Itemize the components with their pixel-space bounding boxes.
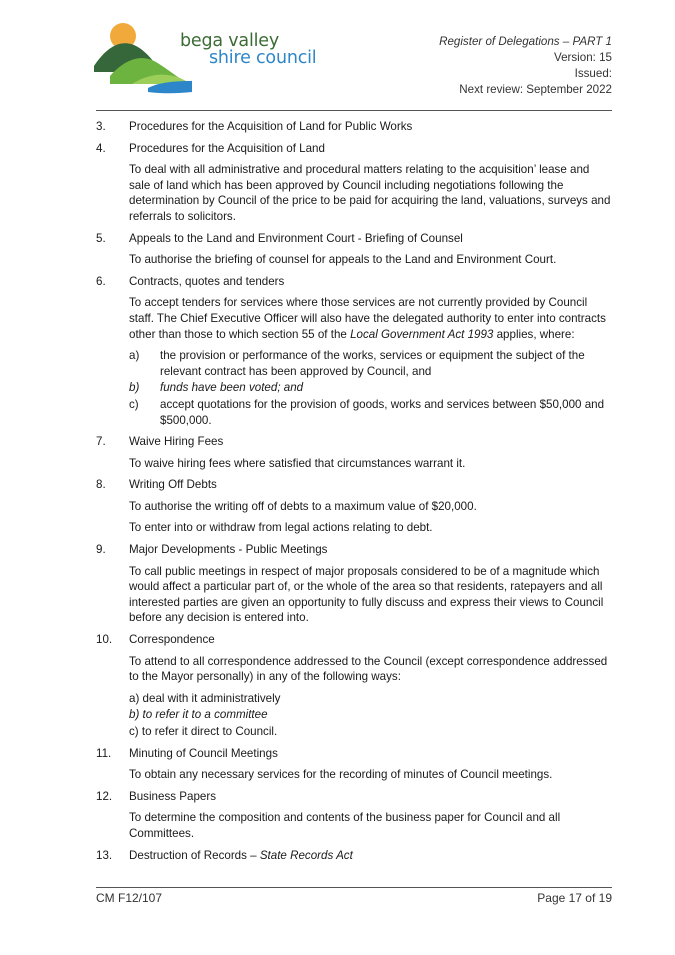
- item-heading: Major Developments - Public Meetings: [129, 543, 328, 557]
- list-item: [96, 746, 612, 783]
- sub-item-label: c): [129, 397, 139, 411]
- sub-item-text: the provision or performance of the works, services or equipment the subject of the relevant contract has been approved by Council, and: [160, 349, 585, 378]
- list-item: [96, 632, 612, 740]
- sub-item: [129, 397, 612, 428]
- item-number: 12.: [96, 789, 113, 803]
- logo-text-line1: bega valley: [180, 31, 279, 51]
- item-description: [129, 295, 612, 342]
- item-description: To determine the composition and contents of the business paper for Council and all Committees.: [129, 811, 561, 840]
- footer-divider: [96, 887, 612, 888]
- document-header-info: [439, 34, 612, 98]
- item-heading: Minuting of Council Meetings: [129, 746, 278, 760]
- document-title: Register of Delegations – PART 1: [439, 35, 612, 48]
- item-heading: Contracts, quotes and tenders: [129, 274, 285, 288]
- sub-item-label: a): [129, 691, 140, 705]
- description-text: To accept tenders for services where those services are not currently provided by Council staff. The Chief Executive Officer will also have the delegated authority to enter into contracts other than those to which section 55 of the: [129, 296, 606, 341]
- sub-list: [129, 691, 612, 740]
- list-item: [96, 477, 612, 536]
- item-description: To authorise the briefing of counsel for appeals to the Land and Environment Court.: [129, 253, 557, 267]
- act-name: Local Government Act 1993: [350, 327, 494, 341]
- item-heading: Waive Hiring Fees: [129, 435, 224, 449]
- logo-text-line2: shire council: [209, 48, 317, 68]
- sub-item-label: a): [129, 349, 140, 363]
- delegations-list: [96, 119, 612, 869]
- sub-item-text: to refer it direct to Council.: [141, 725, 278, 738]
- item-number: 10.: [96, 633, 113, 647]
- council-logo: [92, 18, 322, 96]
- list-item: [96, 274, 612, 428]
- sub-item-label: b): [129, 708, 140, 722]
- item-description: To waive hiring fees where satisfied that circumstances warrant it.: [129, 456, 466, 470]
- item-heading: [129, 848, 612, 864]
- item-heading: Writing Off Debts: [129, 478, 217, 492]
- item-description: To call public meetings in respect of major proposals considered to be of a magnitude which would affect a particular part of, or the whole of the area so that residents, ratepayers and all interested parties are given an opportunity to fully discuss and express their views to Council before any decision is entered into.: [129, 564, 604, 625]
- list-item: [96, 848, 612, 864]
- issued-label: Issued:: [574, 67, 612, 80]
- sub-item: [129, 348, 612, 379]
- item-heading: Procedures for the Acquisition of Land for Public Works: [129, 120, 413, 133]
- version-label: Version: 15: [553, 51, 612, 64]
- hills-sun-icon: [92, 18, 192, 96]
- item-number: 7.: [96, 435, 106, 449]
- description-text: applies, where:: [493, 327, 575, 341]
- item-number: 5.: [96, 231, 106, 245]
- list-item: [96, 141, 612, 225]
- item-number: 13.: [96, 848, 113, 862]
- sub-item-text: deal with it administratively: [142, 691, 281, 705]
- heading-text: Destruction of Records –: [129, 848, 260, 862]
- sub-item-label: b): [129, 381, 140, 395]
- sub-list: [129, 348, 612, 428]
- sub-item-text: funds have been voted; and: [160, 381, 304, 395]
- item-description: To obtain any necessary services for the recording of minutes of Council meetings.: [129, 768, 553, 782]
- list-item: [96, 789, 612, 842]
- item-description: To enter into or withdraw from legal actions relating to debt.: [129, 521, 433, 535]
- item-number: 8.: [96, 478, 106, 492]
- item-heading: Correspondence: [129, 633, 215, 647]
- item-heading: Procedures for the Acquisition of Land: [129, 141, 325, 155]
- item-description: To deal with all administrative and procedural matters relating to the acquisition’ lease and sale of land which has been approved by Council including negotiations following the determination by Council of the price to be paid for acquiring the land, valuations, surveys and referrals to solicitors.: [129, 163, 611, 223]
- list-item: [96, 434, 612, 471]
- item-heading: Appeals to the Land and Environment Court - Briefing of Counsel: [129, 231, 463, 245]
- item-number: 6.: [96, 274, 106, 288]
- sub-item: [129, 380, 612, 396]
- sub-item: [129, 724, 612, 740]
- act-name: State Records Act: [259, 848, 353, 862]
- sub-item: [129, 691, 612, 707]
- item-number: 9.: [96, 543, 106, 557]
- item-description: To attend to all correspondence addressed to the Council (except correspondence addressed to the Mayor personally) in any of the following ways:: [129, 654, 608, 684]
- sub-item: [129, 707, 612, 723]
- sub-item-label: c): [129, 725, 139, 738]
- list-item: [96, 542, 612, 626]
- list-item: [96, 231, 612, 268]
- page-number: Page 17 of 19: [537, 891, 612, 905]
- item-description: To authorise the writing off of debts to a maximum value of $20,000.: [129, 499, 477, 513]
- header-divider: [96, 110, 612, 111]
- sub-item-text: accept quotations for the provision of goods, works and services between $50,000 and $500,000.: [160, 397, 605, 427]
- footer-reference: CM F12/107: [96, 891, 163, 905]
- next-review-label: Next review: September 2022: [459, 83, 612, 96]
- item-heading: Business Papers: [129, 789, 216, 803]
- item-number: 3.: [96, 120, 106, 133]
- item-number: 11.: [96, 746, 112, 760]
- list-item: [96, 119, 612, 135]
- item-number: 4.: [96, 141, 106, 155]
- sub-item-text: to refer it to a committee: [142, 708, 268, 722]
